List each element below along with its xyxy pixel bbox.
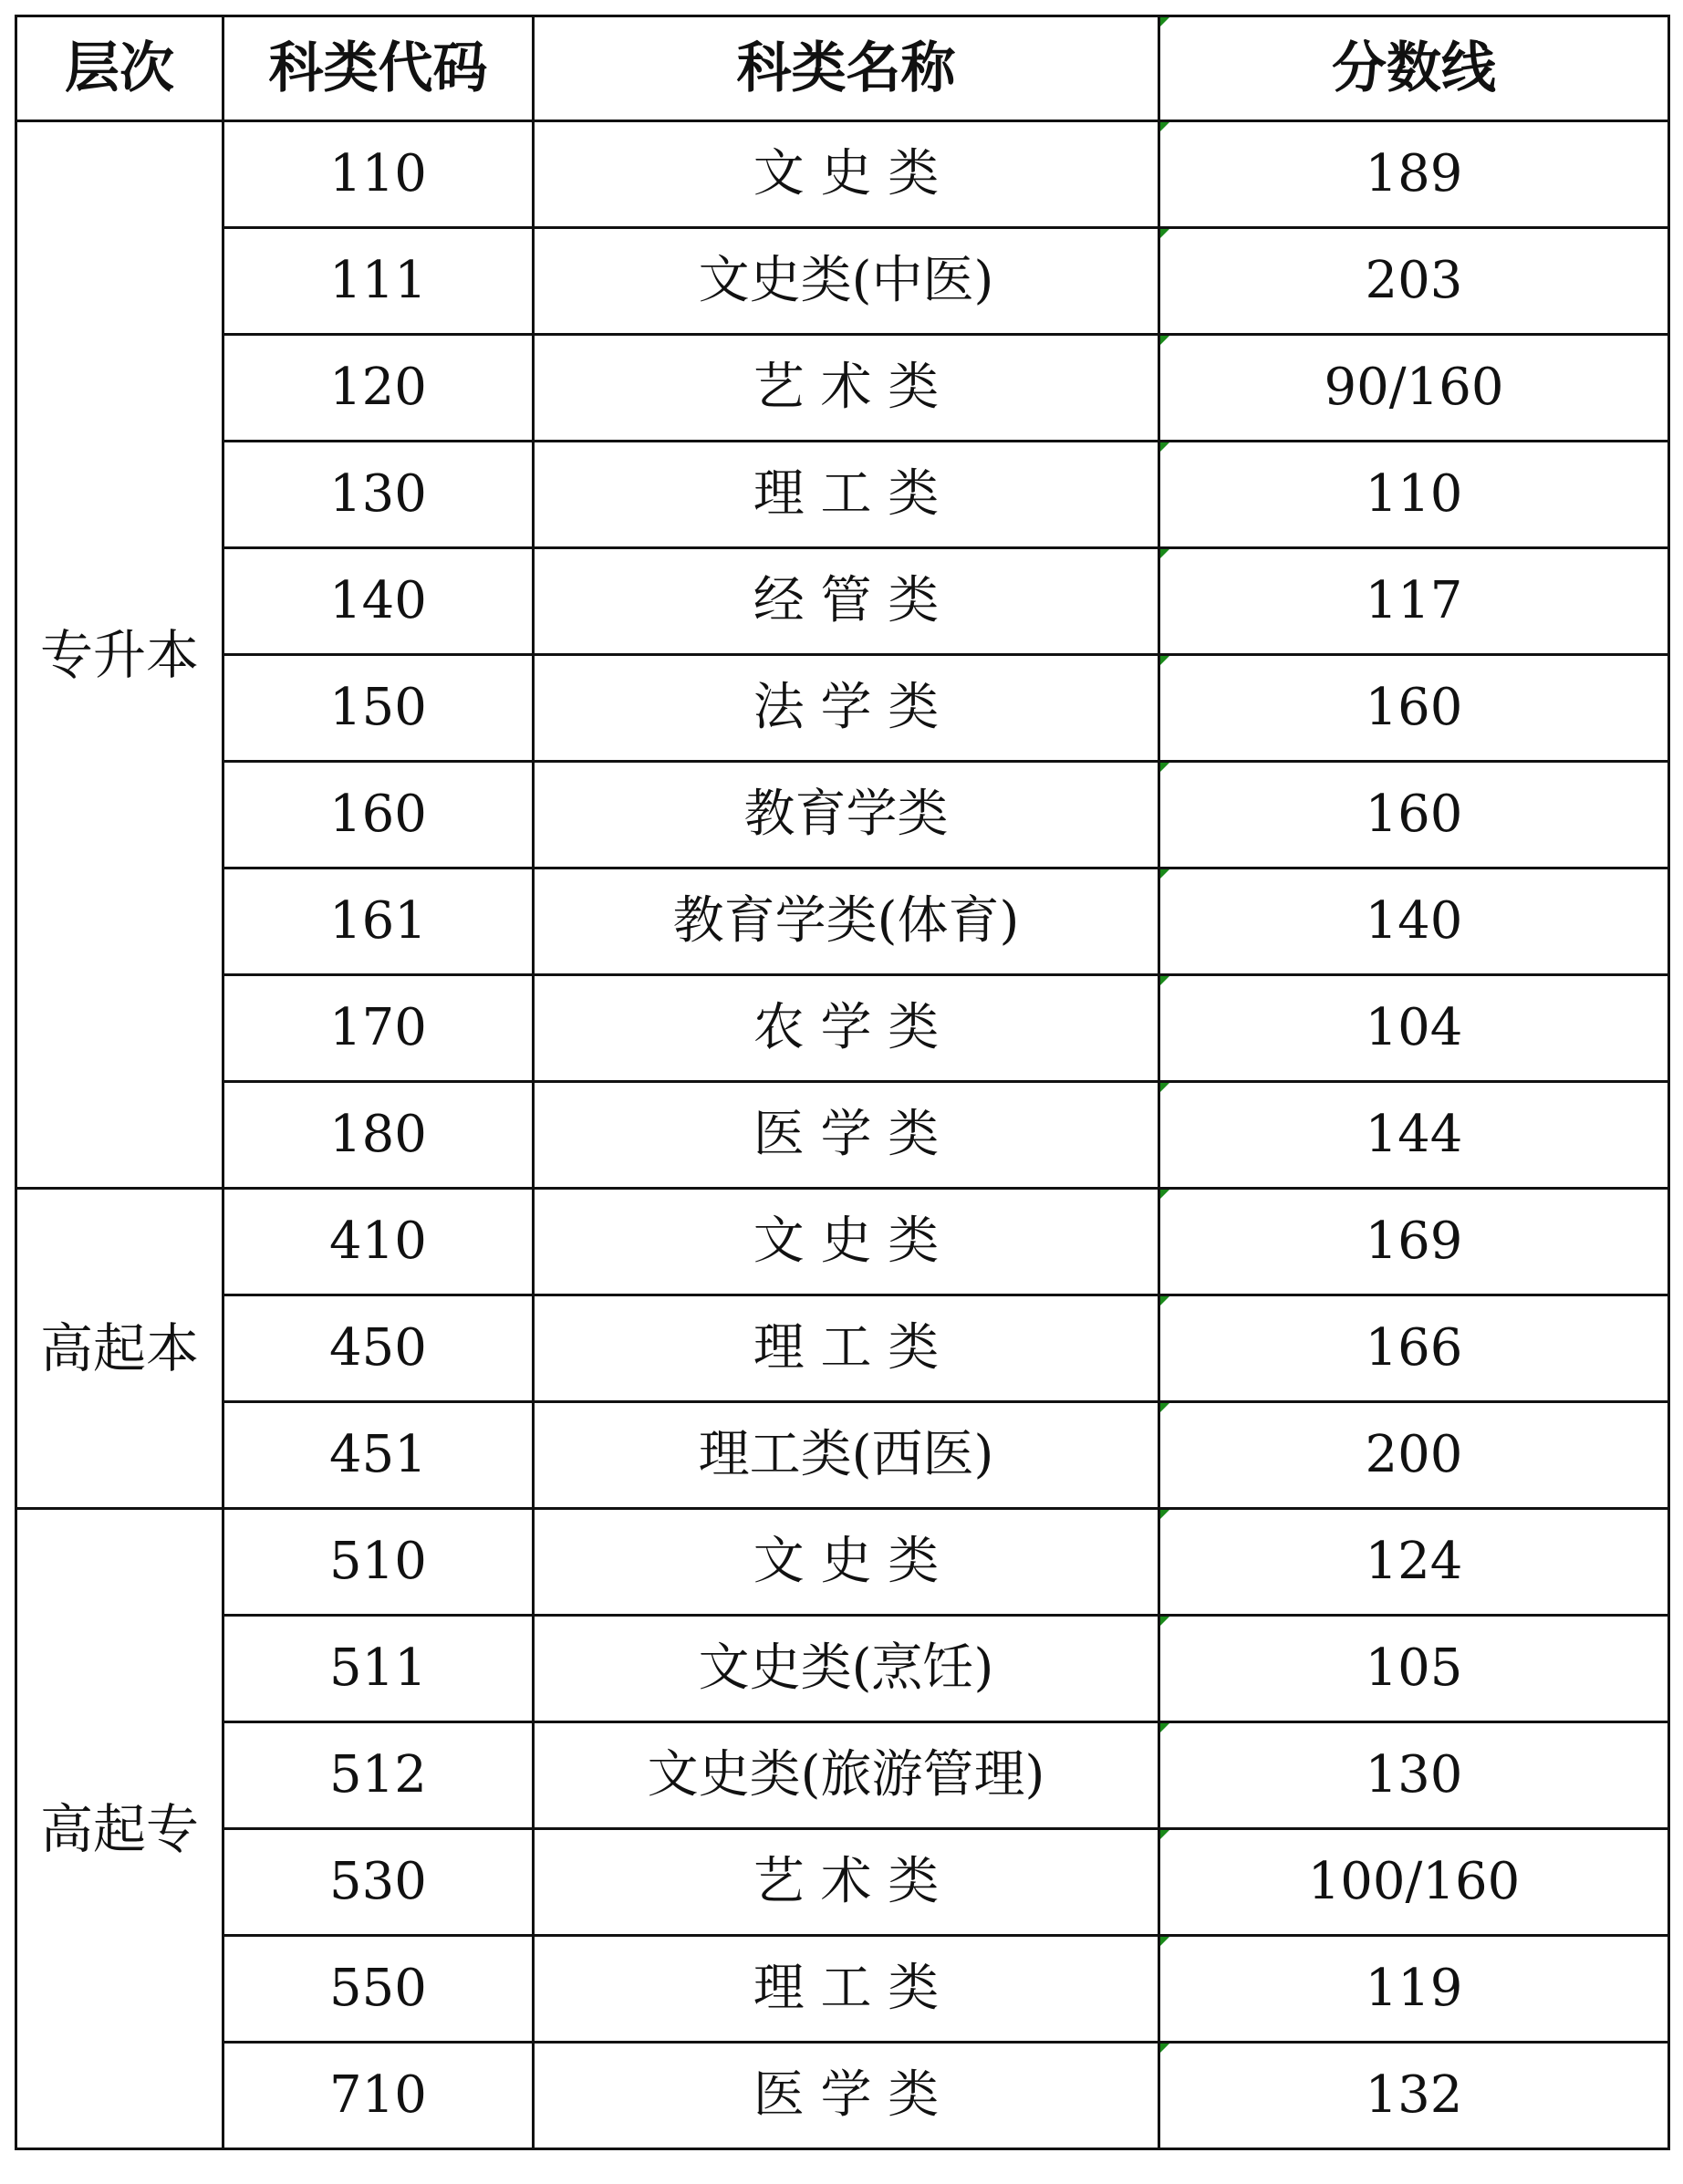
name-cell: 医 学 类 (534, 1082, 1159, 1189)
name-cell: 理 工 类 (534, 1936, 1159, 2043)
name-cell: 理 工 类 (534, 442, 1159, 548)
score-cell: 203 (1159, 228, 1669, 335)
code-cell: 451 (223, 1402, 534, 1509)
table-row (16, 1722, 1669, 1829)
table-row (16, 1829, 1669, 1936)
table-row (16, 548, 1669, 655)
score-cell: 117 (1159, 548, 1669, 655)
code-cell: 110 (223, 121, 534, 228)
table-row (16, 1616, 1669, 1722)
code-cell: 161 (223, 868, 534, 975)
score-cell: 119 (1159, 1936, 1669, 2043)
score-cell: 104 (1159, 975, 1669, 1082)
code-cell: 530 (223, 1829, 534, 1936)
table-row (16, 868, 1669, 975)
table-row (16, 762, 1669, 868)
score-cell: 166 (1159, 1295, 1669, 1402)
score-cell: 124 (1159, 1509, 1669, 1616)
code-cell: 160 (223, 762, 534, 868)
level-cell: 高起本 (16, 1189, 223, 1509)
name-cell: 艺 术 类 (534, 335, 1159, 442)
score-cell: 160 (1159, 762, 1669, 868)
name-cell: 文史类(中医) (534, 228, 1159, 335)
table-row (16, 228, 1669, 335)
code-cell: 511 (223, 1616, 534, 1722)
name-cell: 文 史 类 (534, 1189, 1159, 1295)
score-cell: 132 (1159, 2043, 1669, 2149)
score-cell: 140 (1159, 868, 1669, 975)
score-cell: 169 (1159, 1189, 1669, 1295)
code-cell: 170 (223, 975, 534, 1082)
name-cell: 教育学类 (534, 762, 1159, 868)
header-row (16, 16, 1669, 121)
code-cell: 450 (223, 1295, 534, 1402)
name-cell: 经 管 类 (534, 548, 1159, 655)
table-row (16, 1295, 1669, 1402)
score-table (15, 15, 1670, 2150)
table-row (16, 1402, 1669, 1509)
code-cell: 150 (223, 655, 534, 762)
table-row (16, 335, 1669, 442)
table-row (16, 1189, 1669, 1295)
table-row (16, 975, 1669, 1082)
table-row (16, 121, 1669, 228)
score-cell: 200 (1159, 1402, 1669, 1509)
code-cell: 710 (223, 2043, 534, 2149)
score-cell: 90/160 (1159, 335, 1669, 442)
code-cell: 180 (223, 1082, 534, 1189)
name-cell: 文史类(烹饪) (534, 1616, 1159, 1722)
score-cell: 105 (1159, 1616, 1669, 1722)
level-cell: 高起专 (16, 1509, 223, 2149)
name-cell: 农 学 类 (534, 975, 1159, 1082)
table-row (16, 2043, 1669, 2149)
table-row (16, 1509, 1669, 1616)
header-code: 科类代码 (223, 16, 534, 121)
name-cell: 文 史 类 (534, 1509, 1159, 1616)
score-cell: 160 (1159, 655, 1669, 762)
code-cell: 512 (223, 1722, 534, 1829)
code-cell: 140 (223, 548, 534, 655)
code-cell: 510 (223, 1509, 534, 1616)
name-cell: 理工类(西医) (534, 1402, 1159, 1509)
score-cell: 189 (1159, 121, 1669, 228)
table-row (16, 655, 1669, 762)
score-cell: 100/160 (1159, 1829, 1669, 1936)
table-row (16, 1082, 1669, 1189)
code-cell: 111 (223, 228, 534, 335)
score-cell: 144 (1159, 1082, 1669, 1189)
code-cell: 130 (223, 442, 534, 548)
table-row (16, 1936, 1669, 2043)
score-cell: 110 (1159, 442, 1669, 548)
score-table-container (15, 15, 1670, 2150)
name-cell: 理 工 类 (534, 1295, 1159, 1402)
name-cell: 法 学 类 (534, 655, 1159, 762)
code-cell: 550 (223, 1936, 534, 2043)
code-cell: 120 (223, 335, 534, 442)
name-cell: 医 学 类 (534, 2043, 1159, 2149)
level-cell: 专升本 (16, 121, 223, 1189)
code-cell: 410 (223, 1189, 534, 1295)
name-cell: 教育学类(体育) (534, 868, 1159, 975)
header-name: 科类名称 (534, 16, 1159, 121)
name-cell: 文史类(旅游管理) (534, 1722, 1159, 1829)
table-row (16, 442, 1669, 548)
name-cell: 文 史 类 (534, 121, 1159, 228)
header-score: 分数线 (1159, 16, 1669, 121)
name-cell: 艺 术 类 (534, 1829, 1159, 1936)
score-cell: 130 (1159, 1722, 1669, 1829)
header-level: 层次 (16, 16, 223, 121)
